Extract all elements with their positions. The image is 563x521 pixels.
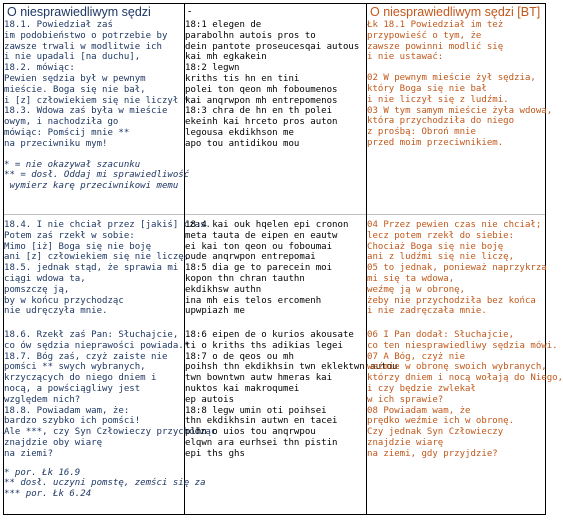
footnotes: * = nie okazywał szacunku ** = dosł. Oddaj mi sprawiedliwość wymierz karę przeciwnikowi memu: [4, 159, 190, 192]
section-divider: [4, 214, 184, 215]
passage-text: 06 I Pan dodał: Słuchajcie, co ten niesprawiedliwy sędzia mówi. 07 A Bóg, czyż nie weźmie w obronę swoich wybranych, którzy dniem i nocą wołają do Niego, i czy będzie zwlekał w ich sprawie? 08 Powiadam wam, że prędko weźmie ich w obronę. Czy jednak Syn Człowieczy znajdzie wiarę na ziemi, gdy przyjdzie?: [367, 330, 563, 459]
passage-18-1-3: [185, 20, 366, 150]
column-title: O niesprawiedliwym sędzi: [7, 5, 151, 19]
comparison-table: [3, 3, 563, 515]
passage-text: 18.1. Powiedział zaś im podobieństwo o potrzebie by zawsze trwali w modlitwie ich i nie upadali [na duchu], 18.2. mówiąc: Pewien sędzia był w pewnym mieście. Boga się nie bał, i [z] człowiekiem się nie liczył *. 18.3. Wdowa zaś była w mieście owym, i nachodziła go mówiąc: Pomścij mnie ** na przeciwniku mym!: [4, 20, 195, 149]
passage-18-4-5: [367, 220, 545, 317]
passage-18-1-3: [4, 20, 195, 192]
passage-text: 18:1 elegen de parabolhn autois pros to dein pantote proseucesqai autous kai mh egkakein 18:2 legwn kriths tis hn en tini polei ton qeon mh foboumenos kai anqrwpon mh entrepomenos 18:3 chra de hn en th polei ekeinh kai hrceto pros auton legousa ekdikhson me apo tou antidikou mou: [185, 20, 360, 149]
passage-18-6-8: [367, 330, 563, 460]
passage-text: 04 Przez pewien czas nie chciał; lecz potem rzekł do siebie: Chociaż Boga się nie boję ani z ludźmi się nie liczę, 05 to jednak, ponieważ naprzykrza mi się ta wdowa, weźmę ją w obronę, żeby nie przychodziła bez końca i nie zadręczała mnie.: [367, 220, 547, 317]
passage-18-6-8: [185, 330, 398, 460]
column-greek-transliteration: [185, 4, 398, 514]
passage-text: 18.4. I nie chciał przez [jakiś] czas. Potem zaś rzekł w sobie: Mimo [iż] Boga się nie boję ani [z] człowiekiem się nie liczę, 18.5. jednak stąd, że sprawia mi ciągi wdowa ta, pomszczę ją, by w końcu przychodząc nie udręczyła mnie.: [4, 220, 211, 317]
passage-text: 18:4 kai ouk hqelen epi cronon meta tauta de eipen en eautw ei kai ton qeon ou foboumai oude anqrwpon entrepomai 18:5 dia ge to parecein moi kopon thn chran tauthn ekdikhsw authn ina mh eis telos ercomenh upwpiazh me: [185, 220, 349, 317]
passage-18-1: [367, 20, 553, 149]
column-title: O niesprawiedliwym sędzi [BT]: [370, 5, 541, 19]
passage-text: Łk 18.1 Powiedział im też przypowieść o tym, że zawsze powinni modlić się i nie ustawać:: [367, 20, 504, 63]
column-polish-literal: [4, 4, 217, 514]
section-divider: [367, 214, 545, 215]
passage-18-4-5: [185, 220, 366, 317]
passage-text: 18.6. Rzekł zaś Pan: Słuchajcie, co ów sędzia nieprawości powiada.* 18.7. Bóg zaś, czyż zaiste nie pomści ** swych wybranych, krzyczących do niego dniem i nocą, a powściągliwy jest względem nich? 18.8. Powiadam wam, że: bardzo szybko ich pomści! Ale ***, czy Syn Człowieczy przychodząc znajdzie oby wiarę na ziemi?: [4, 330, 217, 459]
passage-18-6-8: [4, 330, 217, 500]
passage-text: 18:6 eipen de o kurios akousate ti o kriths ths adikias legei 18:7 o de qeos ou mh poihsh thn ekdikhsin twn eklektwn autou twn bowntwn autw hmeras kai nuktos kai makroqumei ep autois 18:8 legw umin oti poihsei thn ekdikhsin autwn en tacei plhn o uios tou anqrwpou elqwn ara eurhsei thn pistin epi ths ghs: [185, 330, 398, 459]
column-title: -: [188, 6, 192, 17]
passage-18-4-5: [4, 220, 211, 317]
passage-text: 02 W pewnym mieście żył sędzia, który Boga się nie bał i nie liczył się z ludźmi. 03 W tym samym mieście żyła wdowa, która przychodziła do niego z prośbą: Obroń mnie przed moim przeciwnikiem.: [367, 73, 553, 148]
footnotes: * por. Łk 16.9 ** dosł. uczyni pomstę, zemści się za *** por. Łk 6.24: [4, 467, 206, 500]
section-divider: [185, 214, 366, 215]
column-polish-bt: [367, 4, 563, 514]
